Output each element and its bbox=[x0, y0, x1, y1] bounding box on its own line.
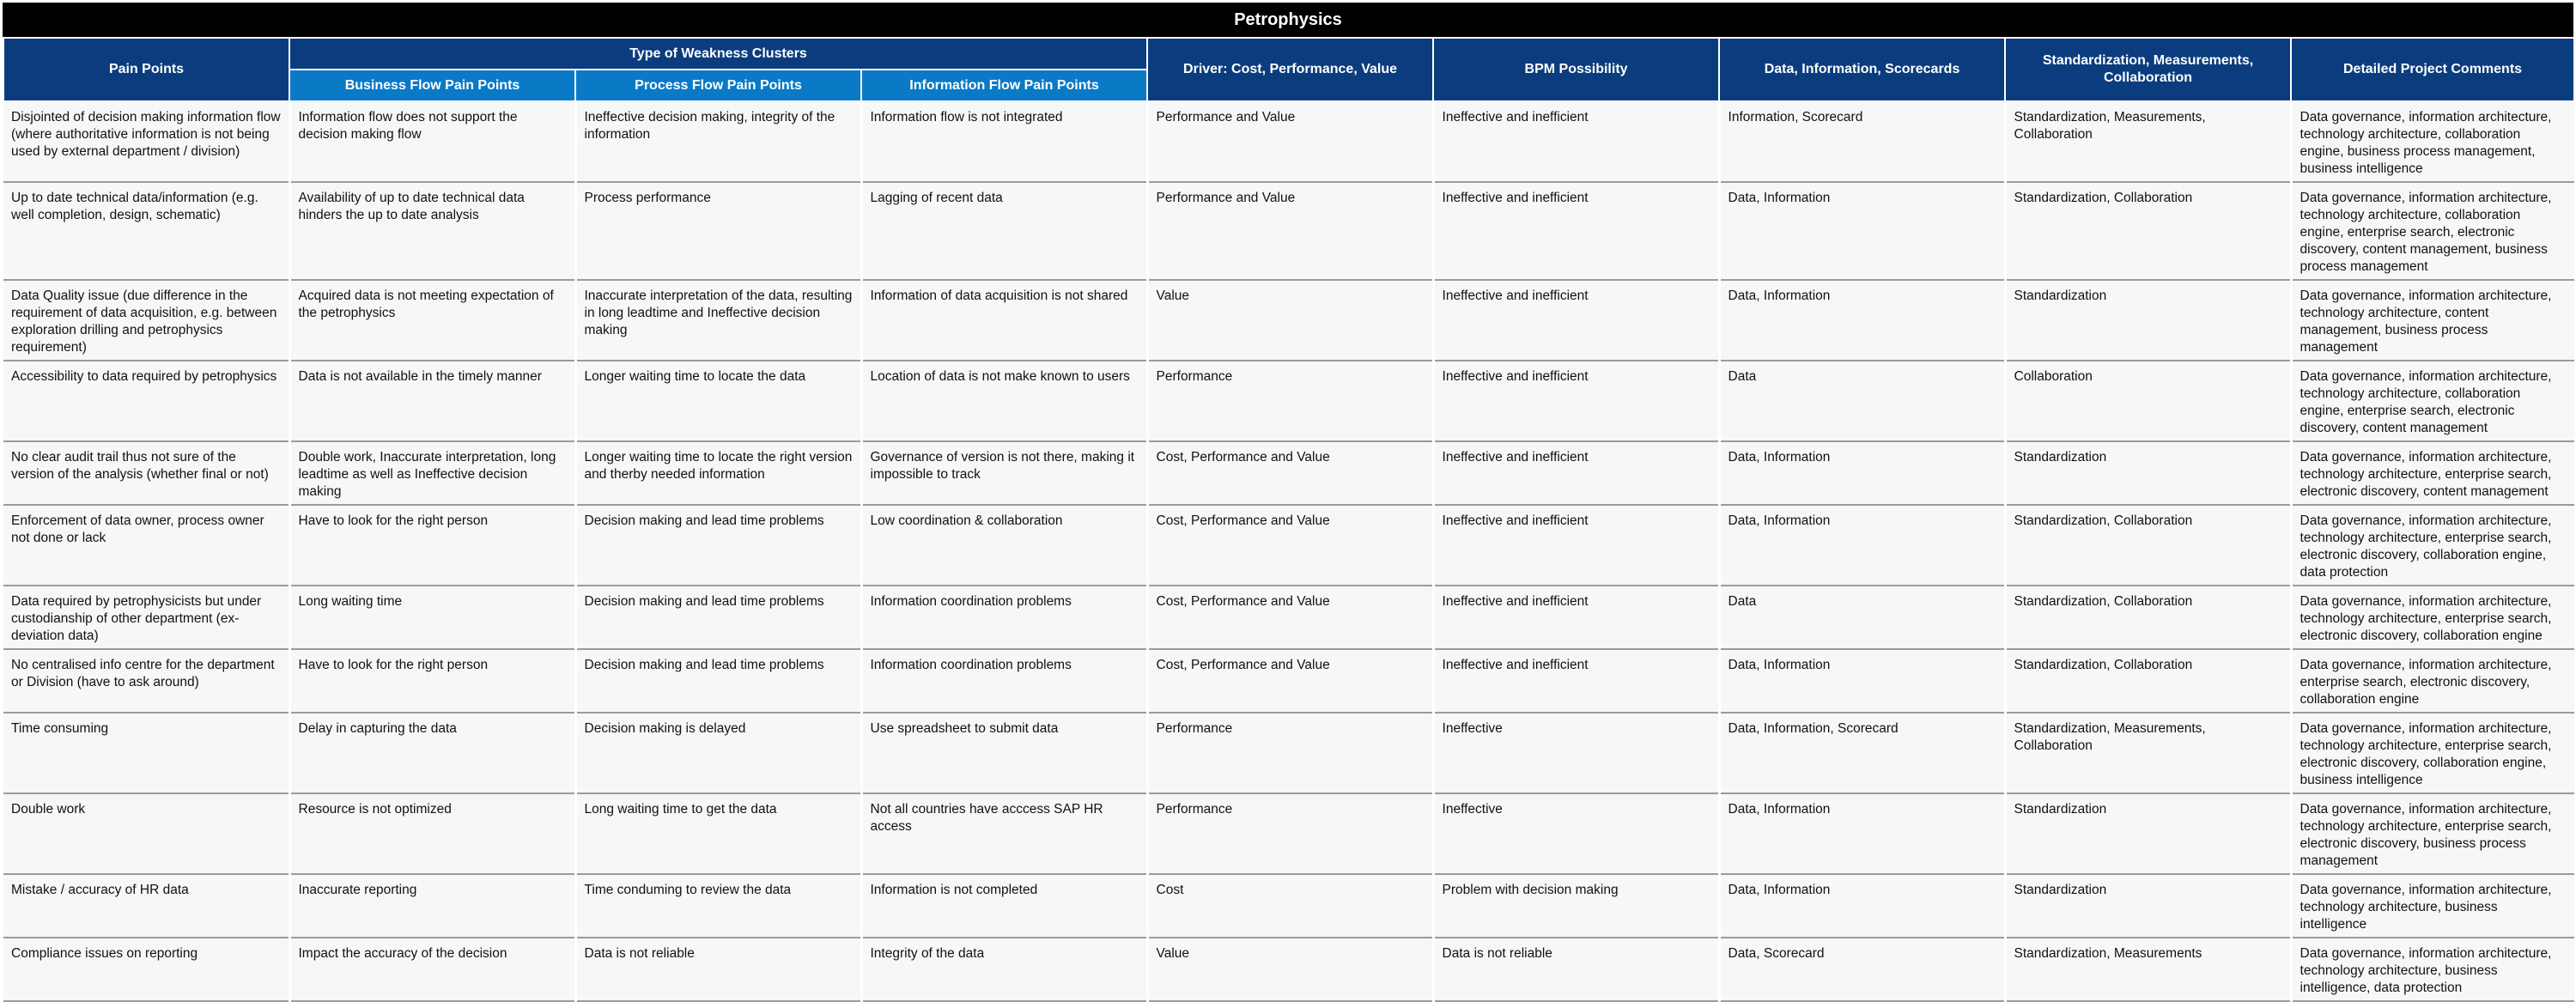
cell-data-information[interactable]: Data, Information bbox=[1719, 441, 2005, 505]
cell-pain-point[interactable]: No centralised info centre for the department or Division (have to ask around) bbox=[3, 649, 289, 713]
table-body bbox=[3, 101, 2574, 1001]
cell-data-information[interactable]: Data, Information bbox=[1719, 182, 2005, 280]
cell-standardization[interactable]: Standardization bbox=[2005, 280, 2291, 361]
cell-pain-point[interactable]: Disjointed of decision making information flow (where authoritative information is not being used by external department / division) bbox=[3, 101, 289, 182]
cell-information-flow[interactable]: Use spreadsheet to submit data bbox=[861, 713, 1147, 793]
cell-pain-point[interactable]: Enforcement of data owner, process owner not done or lack bbox=[3, 505, 289, 586]
cell-driver[interactable]: Cost, Performance and Value bbox=[1147, 441, 1433, 505]
header-detailed-project-comments[interactable]: Detailed Project Comments bbox=[2291, 38, 2574, 101]
cell-process-flow[interactable]: Decision making and lead time problems bbox=[575, 586, 861, 649]
cell-detailed-comments[interactable]: Data governance, information architecture, technology architecture, enterprise search, electronic discovery, content management bbox=[2291, 441, 2574, 505]
table-row bbox=[3, 938, 2574, 1001]
cell-standardization[interactable]: Standardization bbox=[2005, 874, 2291, 938]
cell-business-flow[interactable]: Acquired data is not meeting expectation of the petrophysics bbox=[289, 280, 575, 361]
pain-points-table bbox=[3, 37, 2575, 1002]
cell-information-flow[interactable]: Low coordination & collaboration bbox=[861, 505, 1147, 586]
cell-driver[interactable]: Cost, Performance and Value bbox=[1147, 505, 1433, 586]
cell-data-information[interactable]: Data, Scorecard bbox=[1719, 938, 2005, 1001]
cell-process-flow[interactable]: Inaccurate interpretation of the data, resulting in long leadtime and Ineffective decision making bbox=[575, 280, 861, 361]
cell-information-flow[interactable]: Information of data acquisition is not shared bbox=[861, 280, 1147, 361]
cell-bpm-possibility[interactable]: Ineffective and inefficient bbox=[1433, 441, 1719, 505]
cell-process-flow[interactable]: Decision making is delayed bbox=[575, 713, 861, 793]
cell-detailed-comments[interactable]: Data governance, information architecture, technology architecture, enterprise search, electronic discovery, collaboration engine bbox=[2291, 586, 2574, 649]
cell-data-information[interactable]: Data, Information, Scorecard bbox=[1719, 713, 2005, 793]
spreadsheet bbox=[3, 3, 2573, 995]
cell-process-flow[interactable]: Time conduming to review the data bbox=[575, 874, 861, 938]
cell-information-flow[interactable]: Information coordination problems bbox=[861, 649, 1147, 713]
cell-bpm-possibility[interactable]: Ineffective bbox=[1433, 713, 1719, 793]
cell-data-information[interactable]: Data bbox=[1719, 361, 2005, 441]
cell-information-flow[interactable]: Location of data is not make known to users bbox=[861, 361, 1147, 441]
cell-process-flow[interactable]: Decision making and lead time problems bbox=[575, 505, 861, 586]
cell-process-flow[interactable]: Longer waiting time to locate the data bbox=[575, 361, 861, 441]
cell-driver[interactable]: Cost, Performance and Value bbox=[1147, 586, 1433, 649]
cell-process-flow[interactable]: Ineffective decision making, integrity of the information bbox=[575, 101, 861, 182]
table-row bbox=[3, 280, 2574, 361]
cell-detailed-comments[interactable]: Data governance, information architecture, technology architecture, business intelligence, data protection bbox=[2291, 938, 2574, 1001]
cell-business-flow[interactable]: Resource is not optimized bbox=[289, 793, 575, 874]
cell-business-flow[interactable]: Information flow does not support the decision making flow bbox=[289, 101, 575, 182]
cell-process-flow[interactable]: Data is not reliable bbox=[575, 938, 861, 1001]
header-pain-points[interactable]: Pain Points bbox=[3, 38, 289, 101]
cell-driver[interactable]: Performance bbox=[1147, 713, 1433, 793]
cell-driver[interactable]: Performance bbox=[1147, 793, 1433, 874]
cell-bpm-possibility[interactable]: Ineffective and inefficient bbox=[1433, 280, 1719, 361]
cell-business-flow[interactable]: Have to look for the right person bbox=[289, 505, 575, 586]
cell-information-flow[interactable]: Governance of version is not there, making it impossible to track bbox=[861, 441, 1147, 505]
cell-detailed-comments[interactable]: Data governance, information architecture, technology architecture, collaboration engine, enterprise search, electronic discovery, content management, business process management bbox=[2291, 182, 2574, 280]
cell-bpm-possibility[interactable]: Ineffective and inefficient bbox=[1433, 586, 1719, 649]
cell-business-flow[interactable]: Have to look for the right person bbox=[289, 649, 575, 713]
cell-bpm-possibility[interactable]: Ineffective and inefficient bbox=[1433, 361, 1719, 441]
cell-business-flow[interactable]: Data is not available in the timely manner bbox=[289, 361, 575, 441]
cell-standardization[interactable]: Standardization, Collaboration bbox=[2005, 649, 2291, 713]
cell-driver[interactable]: Value bbox=[1147, 280, 1433, 361]
cell-standardization[interactable]: Standardization, Measurements bbox=[2005, 938, 2291, 1001]
cell-pain-point[interactable]: Time consuming bbox=[3, 713, 289, 793]
cell-detailed-comments[interactable]: Data governance, information architecture, technology architecture, enterprise search, electronic discovery, business process management bbox=[2291, 793, 2574, 874]
cell-business-flow[interactable]: Double work, Inaccurate interpretation, long leadtime as well as Ineffective decision making bbox=[289, 441, 575, 505]
cell-process-flow[interactable]: Long waiting time to get the data bbox=[575, 793, 861, 874]
cell-information-flow[interactable]: Not all countries have acccess SAP HR access bbox=[861, 793, 1147, 874]
header-business-flow[interactable]: Business Flow Pain Points bbox=[289, 70, 575, 101]
cell-data-information[interactable]: Data, Information bbox=[1719, 793, 2005, 874]
table-row bbox=[3, 649, 2574, 713]
header-standardization[interactable]: Standardization, Measurements, Collaboration bbox=[2005, 38, 2291, 101]
cell-data-information[interactable]: Data, Information bbox=[1719, 280, 2005, 361]
header-bpm-possibility[interactable]: BPM Possibility bbox=[1433, 38, 1719, 101]
table-row bbox=[3, 441, 2574, 505]
cell-standardization[interactable]: Standardization, Collaboration bbox=[2005, 586, 2291, 649]
cell-standardization[interactable]: Collaboration bbox=[2005, 361, 2291, 441]
cell-pain-point[interactable]: Double work bbox=[3, 793, 289, 874]
cell-information-flow[interactable]: Integrity of the data bbox=[861, 938, 1147, 1001]
table-row bbox=[3, 101, 2574, 182]
cell-pain-point[interactable]: Compliance issues on reporting bbox=[3, 938, 289, 1001]
cell-standardization[interactable]: Standardization, Measurements, Collaboration bbox=[2005, 101, 2291, 182]
cell-detailed-comments[interactable]: Data governance, information architecture, technology architecture, collaboration engine, business process management, business intelligence bbox=[2291, 101, 2574, 182]
cell-information-flow[interactable]: Information coordination problems bbox=[861, 586, 1147, 649]
header-data-information-scorecards[interactable]: Data, Information, Scorecards bbox=[1719, 38, 2005, 101]
cell-business-flow[interactable]: Availability of up to date technical data hinders the up to date analysis bbox=[289, 182, 575, 280]
cell-information-flow[interactable]: Lagging of recent data bbox=[861, 182, 1147, 280]
cell-pain-point[interactable]: Up to date technical data/information (e.g. well completion, design, schematic) bbox=[3, 182, 289, 280]
cell-bpm-possibility[interactable]: Ineffective and inefficient bbox=[1433, 649, 1719, 713]
cell-bpm-possibility[interactable]: Ineffective bbox=[1433, 793, 1719, 874]
cell-driver[interactable]: Cost bbox=[1147, 874, 1433, 938]
cell-standardization[interactable]: Standardization, Measurements, Collaboration bbox=[2005, 713, 2291, 793]
cell-process-flow[interactable]: Process performance bbox=[575, 182, 861, 280]
cell-bpm-possibility[interactable]: Ineffective and inefficient bbox=[1433, 505, 1719, 586]
cell-pain-point[interactable]: Accessibility to data required by petrophysics bbox=[3, 361, 289, 441]
cell-driver[interactable]: Value bbox=[1147, 938, 1433, 1001]
cell-information-flow[interactable]: Information flow is not integrated bbox=[861, 101, 1147, 182]
cell-pain-point[interactable]: Data required by petrophysicists but under custodianship of other department (ex-deviation data) bbox=[3, 586, 289, 649]
cell-standardization[interactable]: Standardization bbox=[2005, 793, 2291, 874]
cell-data-information[interactable]: Data, Information bbox=[1719, 874, 2005, 938]
cell-data-information[interactable]: Data, Information bbox=[1719, 649, 2005, 713]
table-row bbox=[3, 793, 2574, 874]
cell-process-flow[interactable]: Longer waiting time to locate the right version and therby needed information bbox=[575, 441, 861, 505]
cell-business-flow[interactable]: Impact the accuracy of the decision bbox=[289, 938, 575, 1001]
cell-data-information[interactable]: Data bbox=[1719, 586, 2005, 649]
cell-detailed-comments[interactable]: Data governance, information architecture, technology architecture, content management, business process management bbox=[2291, 280, 2574, 361]
cell-detailed-comments[interactable]: Data governance, information architecture, technology architecture, collaboration engine, enterprise search, electronic discovery, content management bbox=[2291, 361, 2574, 441]
cell-pain-point[interactable]: Mistake / accuracy of HR data bbox=[3, 874, 289, 938]
cell-bpm-possibility[interactable]: Ineffective and inefficient bbox=[1433, 101, 1719, 182]
cell-pain-point[interactable]: Data Quality issue (due difference in the requirement of data acquisition, e.g. between exploration drilling and petrophysics requirement) bbox=[3, 280, 289, 361]
cell-detailed-comments[interactable]: Data governance, information architecture, technology architecture, enterprise search, electronic discovery, collaboration engine, data protection bbox=[2291, 505, 2574, 586]
cell-data-information[interactable]: Information, Scorecard bbox=[1719, 101, 2005, 182]
cell-standardization[interactable]: Standardization bbox=[2005, 441, 2291, 505]
table-row bbox=[3, 713, 2574, 793]
header-type-of-weakness-clusters[interactable]: Type of Weakness Clusters bbox=[289, 38, 1147, 70]
header-information-flow[interactable]: Information Flow Pain Points bbox=[861, 70, 1147, 101]
header-process-flow[interactable]: Process Flow Pain Points bbox=[575, 70, 861, 101]
cell-driver[interactable]: Cost, Performance and Value bbox=[1147, 649, 1433, 713]
cell-detailed-comments[interactable]: Data governance, information architecture, technology architecture, business intelligence bbox=[2291, 874, 2574, 938]
sheet-title: Petrophysics bbox=[3, 3, 2573, 37]
cell-driver[interactable]: Performance bbox=[1147, 361, 1433, 441]
cell-detailed-comments[interactable]: Data governance, information architecture, technology architecture, enterprise search, electronic discovery, collaboration engine, business intelligence bbox=[2291, 713, 2574, 793]
table-row bbox=[3, 586, 2574, 649]
cell-standardization[interactable]: Standardization, Collaboration bbox=[2005, 505, 2291, 586]
cell-information-flow[interactable]: Information is not completed bbox=[861, 874, 1147, 938]
header-driver[interactable]: Driver: Cost, Performance, Value bbox=[1147, 38, 1433, 101]
cell-business-flow[interactable]: Long waiting time bbox=[289, 586, 575, 649]
table-row bbox=[3, 361, 2574, 441]
table-row bbox=[3, 505, 2574, 586]
cell-bpm-possibility[interactable]: Data is not reliable bbox=[1433, 938, 1719, 1001]
table-row bbox=[3, 182, 2574, 280]
cell-standardization[interactable]: Standardization, Collaboration bbox=[2005, 182, 2291, 280]
cell-bpm-possibility[interactable]: Problem with decision making bbox=[1433, 874, 1719, 938]
cell-pain-point[interactable]: No clear audit trail thus not sure of the version of the analysis (whether final or not) bbox=[3, 441, 289, 505]
cell-driver[interactable]: Performance and Value bbox=[1147, 182, 1433, 280]
cell-bpm-possibility[interactable]: Ineffective and inefficient bbox=[1433, 182, 1719, 280]
cell-process-flow[interactable]: Decision making and lead time problems bbox=[575, 649, 861, 713]
cell-detailed-comments[interactable]: Data governance, information architecture, enterprise search, electronic discovery, collaboration engine bbox=[2291, 649, 2574, 713]
cell-business-flow[interactable]: Inaccurate reporting bbox=[289, 874, 575, 938]
cell-data-information[interactable]: Data, Information bbox=[1719, 505, 2005, 586]
table-row bbox=[3, 874, 2574, 938]
cell-driver[interactable]: Performance and Value bbox=[1147, 101, 1433, 182]
cell-business-flow[interactable]: Delay in capturing the data bbox=[289, 713, 575, 793]
